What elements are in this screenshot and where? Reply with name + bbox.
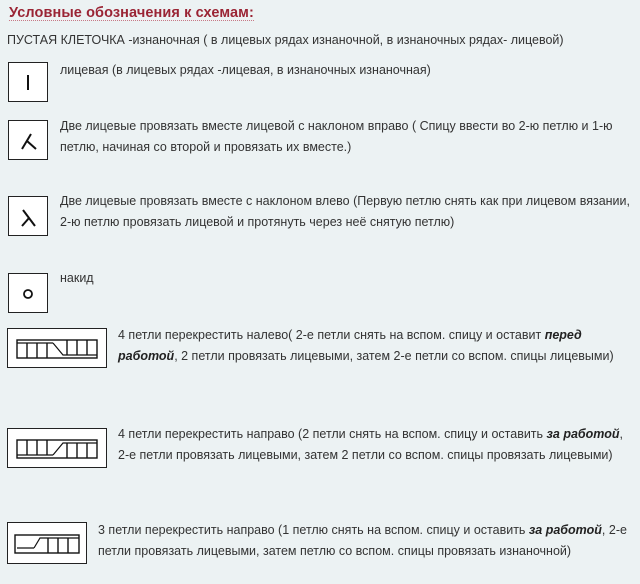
emphasis-behind-work: за работой	[528, 523, 602, 537]
emphasis-before-work: перед работой	[118, 328, 582, 363]
k2tog-right-icon	[8, 120, 48, 160]
cross-4-right-icon	[7, 428, 107, 468]
k2tog-left-icon	[8, 196, 48, 236]
emphasis-behind-work: за работой	[546, 427, 620, 441]
empty-cell-note: ПУСТАЯ КЛЕТОЧКА -изнаночная ( в лицевых рядах изнаночной, в изнаночных рядах- лицевой)	[7, 33, 564, 47]
legend-text-cross-4-left: 4 петли перекрестить налево( 2-е петли снять на вспом. спицу и оставит перед работой, 2 петли провязать лицевыми, затем 2-е петли со вспом. спицы лицевыми)	[118, 328, 614, 363]
legend-text-cross-3-right: 3 петли перекрестить направо (1 петлю снять на вспом. спицу и оставить за работой, 2-е петли провязать лицевыми, затем петлю со вспом. спицы провязать изнаночной)	[98, 523, 627, 558]
legend-text-cross-4-right: 4 петли перекрестить направо (2 петли снять на вспом. спицу и оставить за работой, 2-е петли провязать лицевыми, затем 2 петли со вспом. спицы провязать лицевыми)	[118, 427, 624, 462]
knit-stitch-icon	[8, 62, 48, 102]
cross-4-left-icon	[7, 328, 107, 368]
cross-3-right-icon	[7, 522, 87, 564]
legend-text-k2tog-right: Две лицевые провязать вместе лицевой с наклоном вправо ( Спицу ввести во 2-ю петлю и 1-ю петлю, начиная со второй и провязать их вместе.)	[60, 119, 613, 154]
legend-text-yarn-over: накид	[60, 271, 94, 285]
yarn-over-icon	[8, 273, 48, 313]
legend-text-k2tog-left: Две лицевые провязать вместе с наклоном влево (Первую петлю снять как при лицевом вязании, 2-ю петлю провязать лицевой и протянуть через неё снятую петлю)	[60, 194, 630, 229]
legend-text-knit: лицевая (в лицевых рядах -лицевая, в изнаночных изнаночная)	[60, 63, 431, 77]
legend-title: Условные обозначения к схемам:	[9, 5, 254, 21]
